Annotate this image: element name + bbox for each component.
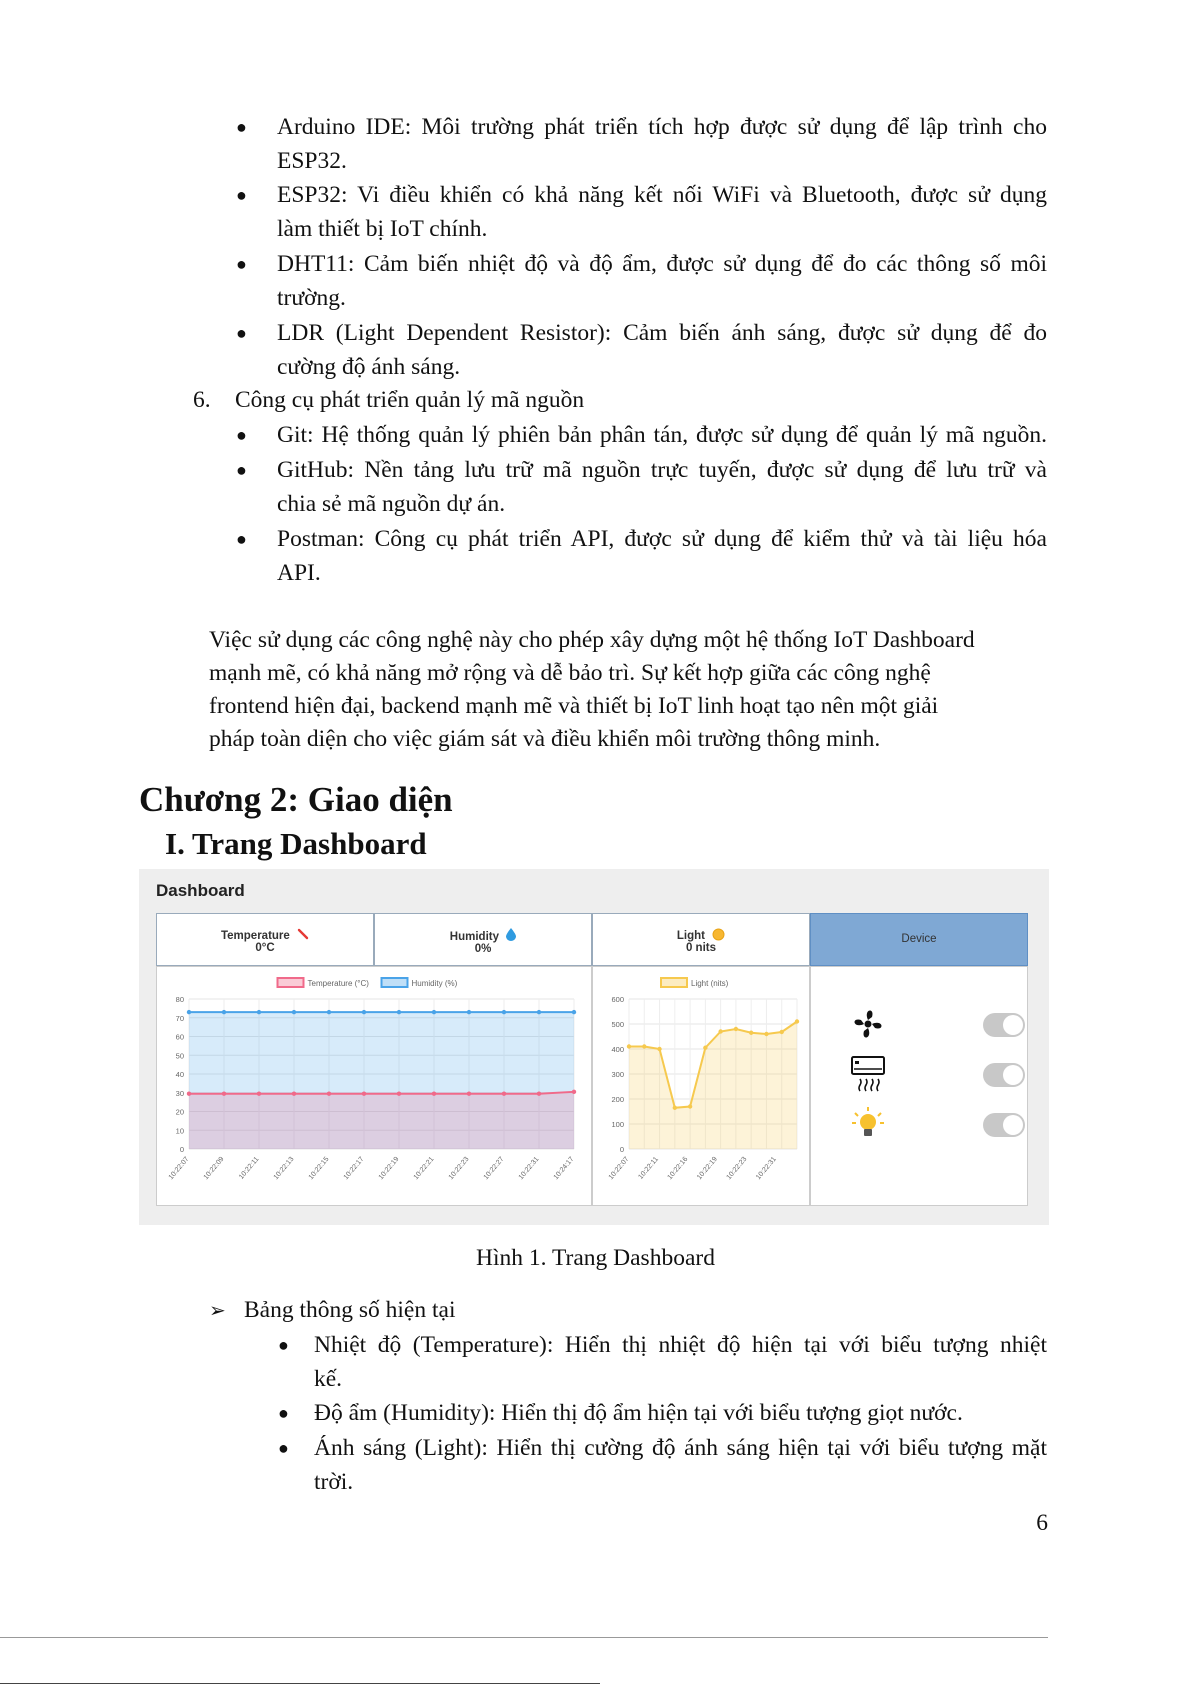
y-tick-label: 60	[175, 1032, 184, 1042]
bullet-dot: ●	[236, 254, 247, 274]
legend-swatch	[661, 978, 687, 987]
series-area	[189, 1092, 574, 1149]
data-point	[432, 1010, 436, 1014]
device-label: Device	[901, 933, 937, 945]
data-point	[734, 1027, 738, 1031]
water-drop-icon	[506, 928, 516, 941]
bullet-dot: ●	[236, 185, 247, 205]
postman-line-1: Postman: Công cụ phát triển API, được sử dụng để kiểm thử và tài liệu hóa	[277, 526, 1047, 552]
data-point	[362, 1091, 366, 1095]
y-tick-label: 20	[175, 1107, 184, 1117]
esp32-line-1: ESP32: Vi điều khiển có khả năng kết nối WiFi và Bluetooth, được sử dụng	[277, 182, 1047, 208]
legend-label: Light (nits)	[691, 979, 729, 988]
y-tick-label: 0	[619, 1145, 624, 1154]
data-point	[397, 1010, 401, 1014]
x-tick-label: 10:22:23	[725, 1155, 749, 1182]
y-tick-label: 300	[611, 1070, 624, 1079]
esp32-line-2: làm thiết bị IoT chính.	[277, 216, 488, 242]
light-desc-1: Ánh sáng (Light): Hiển thị cường độ ánh sáng hiện tại với biểu tượng mặt	[314, 1435, 1047, 1461]
git-line: Git: Hệ thống quản lý phiên bản phân tán, được sử dụng để quản lý mã nguồn.	[277, 422, 1047, 448]
x-tick-label: 10:22:13	[272, 1155, 296, 1182]
current-params-heading: Bảng thông số hiện tại	[244, 1297, 456, 1323]
footer-divider	[0, 1637, 1048, 1638]
data-point	[222, 1010, 226, 1014]
air-conditioner-icon	[849, 1055, 887, 1093]
y-tick-label: 400	[611, 1045, 624, 1054]
light-bulb-icon	[849, 1105, 887, 1143]
device-row-fan	[849, 1005, 999, 1045]
legend-label: Humidity (%)	[411, 979, 458, 988]
x-tick-label: 10:22:23	[447, 1155, 471, 1182]
x-tick-label: 10:22:07	[167, 1155, 191, 1182]
light-desc-2: trời.	[314, 1469, 354, 1495]
data-point	[327, 1091, 331, 1095]
data-point	[764, 1032, 768, 1036]
dashboard-screenshot	[139, 869, 1049, 1225]
light-value: 0 nits	[685, 942, 717, 954]
postman-line-2: API.	[277, 560, 321, 586]
chapter-title: Chương 2: Giao diện	[139, 780, 453, 819]
data-point	[673, 1106, 677, 1110]
section6-number: 6.	[193, 387, 211, 413]
data-point	[572, 1090, 576, 1094]
summary-line-3: frontend hiện đại, backend mạnh mẽ và thiết bị IoT linh hoạt tạo nên một giải	[209, 693, 939, 719]
temperature-desc-1: Nhiệt độ (Temperature): Hiển thị nhiệt độ hiện tại với biểu tượng nhiệt	[314, 1332, 1047, 1358]
x-tick-label: 10:22:15	[307, 1155, 331, 1182]
temperature-value: 0°C	[255, 942, 275, 954]
summary-line-4: pháp toàn diện cho việc giám sát và điều khiển môi trường thông minh.	[209, 726, 881, 752]
data-point	[502, 1091, 506, 1095]
page-number: 6	[1036, 1510, 1048, 1536]
section6-title: Công cụ phát triển quản lý mã nguồn	[235, 387, 585, 413]
humidity-card	[374, 913, 592, 966]
dht11-line-2: trường.	[277, 285, 346, 311]
y-tick-label: 10	[175, 1126, 184, 1136]
temperature-desc-2: kế.	[314, 1366, 343, 1392]
arduino-line-1: Arduino IDE: Môi trường phát triển tích hợp được sử dụng để lập trình cho	[277, 114, 1047, 140]
y-tick-label: 500	[611, 1020, 624, 1029]
summary-line-2: mạnh mẽ, có khả năng mở rộng và dễ bảo trì. Sự kết hợp giữa các công nghệ	[209, 660, 931, 686]
data-point	[292, 1091, 296, 1095]
data-point	[780, 1030, 784, 1034]
data-point	[749, 1031, 753, 1035]
bullet-dot: ●	[236, 460, 247, 480]
humidity-value: 0%	[474, 943, 492, 955]
y-tick-label: 30	[175, 1088, 184, 1098]
light-chart-panel	[592, 966, 810, 1206]
x-tick-label: 10:22:11	[637, 1155, 661, 1181]
temperature-label: Temperature	[220, 930, 290, 942]
bullet-dot: ●	[236, 529, 247, 549]
bullet-dot: ●	[236, 323, 247, 343]
humidity-label: Humidity	[449, 931, 499, 943]
device-row-light	[849, 1105, 999, 1145]
y-tick-label: 600	[611, 995, 624, 1004]
footnote-divider	[0, 1683, 600, 1684]
y-tick-label: 80	[175, 995, 184, 1004]
x-tick-label: 10:22:11	[237, 1155, 261, 1181]
data-point	[467, 1010, 471, 1014]
data-point	[432, 1091, 436, 1095]
y-tick-label: 100	[611, 1120, 624, 1129]
x-tick-label: 10:22:09	[202, 1155, 226, 1182]
data-point	[627, 1044, 631, 1048]
fan-icon	[849, 1005, 887, 1043]
bullet-dot: ●	[278, 1438, 289, 1458]
x-tick-label: 10:22:31	[517, 1155, 541, 1182]
x-tick-label: 10:22:19	[696, 1155, 719, 1182]
light-chart	[593, 967, 809, 1205]
data-point	[642, 1044, 646, 1048]
light-card	[592, 913, 810, 966]
y-tick-label: 200	[611, 1095, 624, 1104]
data-point	[327, 1010, 331, 1014]
x-tick-label: 10:22:27	[482, 1155, 506, 1182]
data-point	[467, 1091, 471, 1095]
x-tick-label: 10:22:19	[377, 1155, 401, 1182]
data-point	[502, 1010, 506, 1014]
data-point	[718, 1029, 722, 1033]
data-point	[362, 1010, 366, 1014]
arrow-bullet: ➢	[209, 1300, 226, 1322]
dht11-line-1: DHT11: Cảm biến nhiệt độ và độ ẩm, được sử dụng để đo các thông số môi	[277, 251, 1047, 277]
light-toggle[interactable]	[983, 1113, 1025, 1137]
data-point	[292, 1010, 296, 1014]
temp-humidity-chart-panel	[156, 966, 592, 1206]
legend-swatch	[382, 978, 408, 987]
data-point	[257, 1010, 261, 1014]
bullet-dot: ●	[278, 1335, 289, 1355]
fan-toggle[interactable]	[983, 1013, 1025, 1037]
humidity-desc: Độ ẩm (Humidity): Hiển thị độ ẩm hiện tại với biểu tượng giọt nước.	[314, 1400, 963, 1426]
ldr-line-2: cường độ ánh sáng.	[277, 354, 461, 380]
devices-panel	[810, 966, 1028, 1206]
x-tick-label: 10:22:21	[412, 1155, 436, 1182]
dashboard-title: Dashboard	[156, 881, 245, 900]
bullet-dot: ●	[236, 117, 247, 137]
data-point	[572, 1010, 576, 1014]
ac-toggle[interactable]	[983, 1063, 1025, 1087]
bullet-dot: ●	[236, 425, 247, 445]
device-card[interactable]	[810, 913, 1028, 966]
data-point	[537, 1091, 541, 1095]
x-tick-label: 10:22:07	[607, 1155, 631, 1182]
light-label: Light	[676, 930, 705, 942]
x-tick-label: 10:22:16	[666, 1155, 690, 1182]
sun-icon	[712, 928, 725, 941]
x-tick-label: 10:22:31	[755, 1155, 778, 1182]
data-point	[257, 1091, 261, 1095]
section-title: I. Trang Dashboard	[165, 826, 427, 861]
temp-humidity-chart	[157, 967, 591, 1205]
x-tick-label: 10:22:17	[342, 1155, 366, 1182]
summary-line-1: Việc sử dụng các công nghệ này cho phép xây dựng một hệ thống IoT Dashboard	[209, 627, 975, 653]
figure-caption: Hình 1. Trang Dashboard	[476, 1245, 715, 1271]
data-point	[657, 1047, 661, 1051]
y-tick-label: 40	[175, 1070, 184, 1079]
legend-swatch	[278, 978, 304, 987]
legend-label: Temperature (°C)	[307, 979, 369, 988]
data-point	[187, 1091, 191, 1095]
data-point	[537, 1010, 541, 1014]
github-line-1: GitHub: Nền tảng lưu trữ mã nguồn trực tuyến, được sử dụng để lưu trữ và	[277, 457, 1047, 483]
data-point	[187, 1010, 191, 1014]
data-point	[688, 1104, 692, 1108]
y-tick-label: 0	[179, 1145, 184, 1154]
ldr-line-1: LDR (Light Dependent Resistor): Cảm biến ánh sáng, được sử dụng để đo	[277, 320, 1047, 346]
temperature-card	[156, 913, 374, 966]
data-point	[703, 1046, 707, 1050]
y-tick-label: 50	[175, 1051, 184, 1061]
data-point	[397, 1091, 401, 1095]
x-tick-label: 10:24:17	[552, 1155, 576, 1182]
thermometer-icon	[297, 928, 309, 940]
y-tick-label: 70	[175, 1013, 184, 1023]
device-row-ac	[849, 1055, 999, 1095]
github-line-2: chia sẻ mã nguồn dự án.	[277, 491, 506, 517]
bullet-dot: ●	[278, 1403, 289, 1423]
data-point	[222, 1091, 226, 1095]
data-point	[795, 1019, 799, 1023]
arduino-line-2: ESP32.	[277, 148, 347, 174]
